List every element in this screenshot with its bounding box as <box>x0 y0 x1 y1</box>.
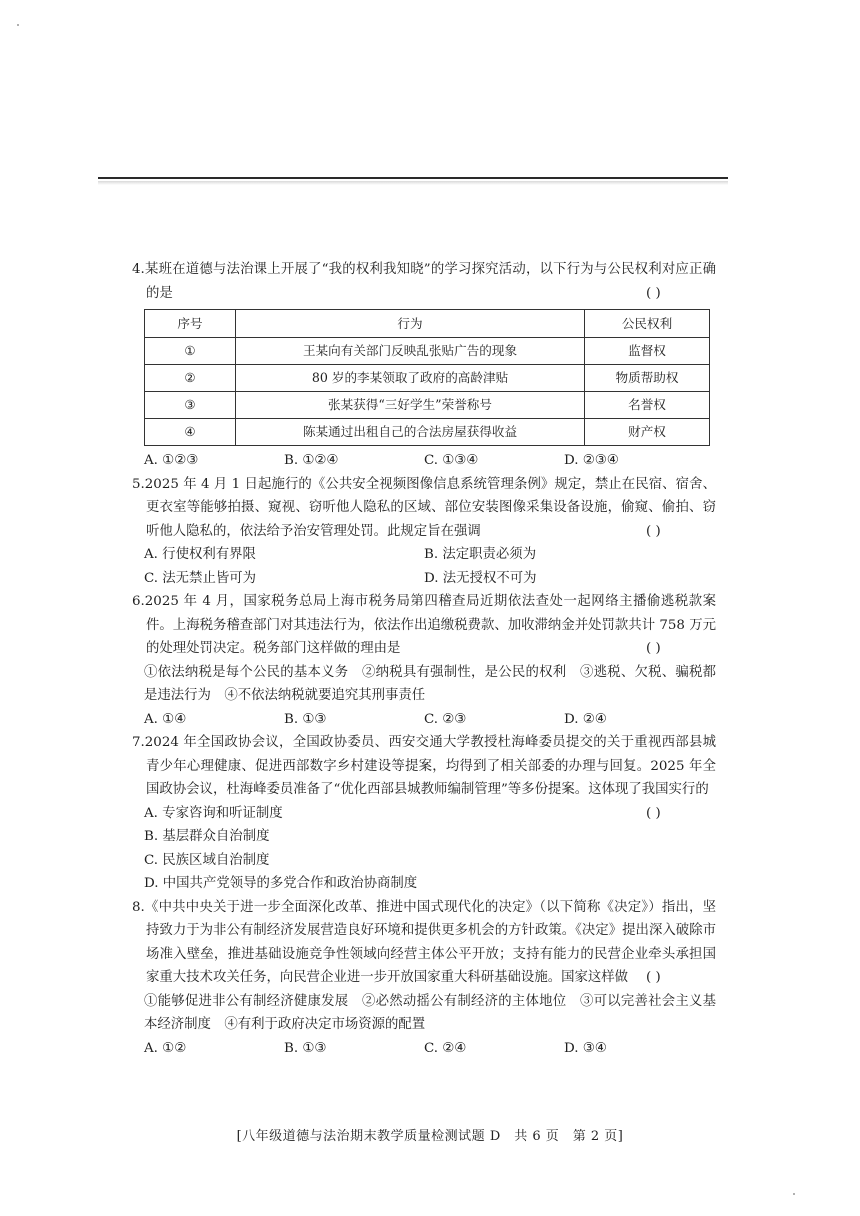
option-a: A. 专家咨询和听证制度 <box>144 805 283 821</box>
question-stem: 5.2025 年 4 月 1 日起施行的《公共安全视频图像信息系统管理条例》规定，禁止在民宿、宿舍、更衣室等能够拍摄、窥视、窃听他人隐私的区域、部位安装图像采集设备设施，偷窥、偷拍、窃听他人隐私的，依法给予治安管理处罚。此规定旨在强调 ( ) <box>132 473 716 544</box>
option-b: B. ①③ <box>284 711 327 727</box>
table-cell: 陈某通过出租自己的合法房屋获得收益 <box>236 419 585 446</box>
question-stem: 6.2025 年 4 月，国家税务总局上海市税务局第四稽查局近期依法查处一起网络主播偷逃税款案件。上海税务稽查部门对其违法行为，依法作出追缴税费款、加收滞纳金并处罚款共计 758 万元的处理处罚决定。税务部门这样做的理由是 ( ) <box>132 590 716 661</box>
answer-options <box>132 708 716 732</box>
option-d: D. 法无授权不可为 <box>424 570 537 586</box>
option-d: D. ②③④ <box>564 453 619 468</box>
option-a: A. ①②③ <box>144 453 199 468</box>
table-row <box>145 392 710 419</box>
table-cell: 80 岁的李某领取了政府的高龄津贴 <box>236 365 585 392</box>
option-c: C. ②④ <box>424 1040 467 1056</box>
scan-speck <box>17 24 19 26</box>
table-cell: 名誉权 <box>585 392 710 419</box>
option-a: A. 行使权利有界限 <box>144 547 256 562</box>
option-b: B. ①③ <box>284 1040 327 1056</box>
table-cell: ④ <box>145 419 236 446</box>
table-cell: ① <box>145 338 236 365</box>
question-7 <box>132 731 716 896</box>
answer-options <box>132 802 660 896</box>
question-stem: 4.某班在道德与法治课上开展了“我的权利我知晓”的学习探究活动，以下行为与公民权利对应正确的是 ( ) <box>132 258 716 305</box>
table-cell: ③ <box>145 392 236 419</box>
table-header: 序号 <box>145 310 236 338</box>
option-b: B. 基层群众自治制度 <box>144 829 270 844</box>
page-top-rule <box>98 177 728 179</box>
option-b: B. ①②④ <box>284 453 339 468</box>
table-cell: 物质帮助权 <box>585 365 710 392</box>
question-6 <box>132 590 716 731</box>
question-8 <box>132 896 716 1061</box>
answer-options <box>132 543 716 590</box>
table-row <box>145 419 710 446</box>
table-cell: 张某获得“三好学生”荣誉称号 <box>236 392 585 419</box>
table-cell: 财产权 <box>585 419 710 446</box>
option-c: C. ①③④ <box>424 453 479 468</box>
answer-parentheses: ( ) <box>646 641 661 656</box>
question-4 <box>132 258 716 473</box>
question-5 <box>132 473 716 591</box>
scan-edge-shadow <box>98 181 728 185</box>
table-header-row <box>145 310 710 338</box>
answer-parentheses: ( ) <box>646 805 661 821</box>
answer-parentheses: ( ) <box>646 523 661 539</box>
table-row <box>145 338 710 365</box>
answer-options <box>132 1037 716 1061</box>
option-d: D. ②④ <box>564 711 607 727</box>
option-c: C. 法无禁止皆可为 <box>144 570 257 586</box>
table-header: 行为 <box>236 310 585 338</box>
table-cell: 王某向有关部门反映乱张贴广告的现象 <box>236 338 585 365</box>
option-d: D. ③④ <box>564 1040 607 1056</box>
answer-parentheses: ( ) <box>646 970 661 985</box>
table-cell: ② <box>145 365 236 392</box>
question-stem: 7.2024 年全国政协会议，全国政协委员、西安交通大学教授杜海峰委员提交的关于重视西部县城青少年心理健康、促进西部数字乡村建设等提案，均得到了相关部委的办理与回复。2025 年全国政协会议，杜海峰委员准备了“优化西部县城教师编制管理”等多份提案。这体现了我国实行的 ( ) <box>132 731 716 802</box>
answer-options <box>132 449 716 473</box>
question-stem: 8.《中共中央关于进一步全面深化改革、推进中国式现代化的决定》（以下简称《决定》）指出，坚持致力于为非公有制经济发展营造良好环境和提供更多机会的方针政策。《决定》提出深入破除市场准入壁垒，推进基础设施竞争性领域向经营主体公平开放；支持有能力的民营企业牵头承担国家重大技术攻关任务，向民营企业进一步开放国家重大科研基础设施。国家这样做 ( ) <box>132 896 716 990</box>
option-b: B. 法定职责必须为 <box>424 547 537 562</box>
option-a: A. ①② <box>144 1040 187 1056</box>
page-footer: [八年级道德与法治期末教学质量检测试题 D 共 6 页 第 2 页] <box>236 1129 624 1144</box>
table-row <box>145 365 710 392</box>
scan-speck <box>793 1193 795 1195</box>
table-cell: 监督权 <box>585 338 710 365</box>
exam-content <box>132 258 716 1060</box>
answer-parentheses: ( ) <box>646 285 661 301</box>
statement-list: ①能够促进非公有制经济健康发展 ②必然动摇公有制经济的主体地位 ③可以完善社会主义基本经济制度 ④有利于政府决定市场资源的配置 <box>144 993 716 1032</box>
option-a: A. ①④ <box>144 711 187 727</box>
option-c: C. 民族区域自治制度 <box>144 852 270 868</box>
rights-table <box>144 309 710 446</box>
statement-list: ①依法纳税是每个公民的基本义务 ②纳税具有强制性，是公民的权利 ③逃税、欠税、骗税都是违法行为 ④不依法纳税就要追究其刑事责任 <box>144 664 716 703</box>
option-c: C. ②③ <box>424 711 467 727</box>
table-header: 公民权利 <box>585 310 710 338</box>
option-d: D. 中国共产党领导的多党合作和政治协商制度 <box>144 876 418 891</box>
